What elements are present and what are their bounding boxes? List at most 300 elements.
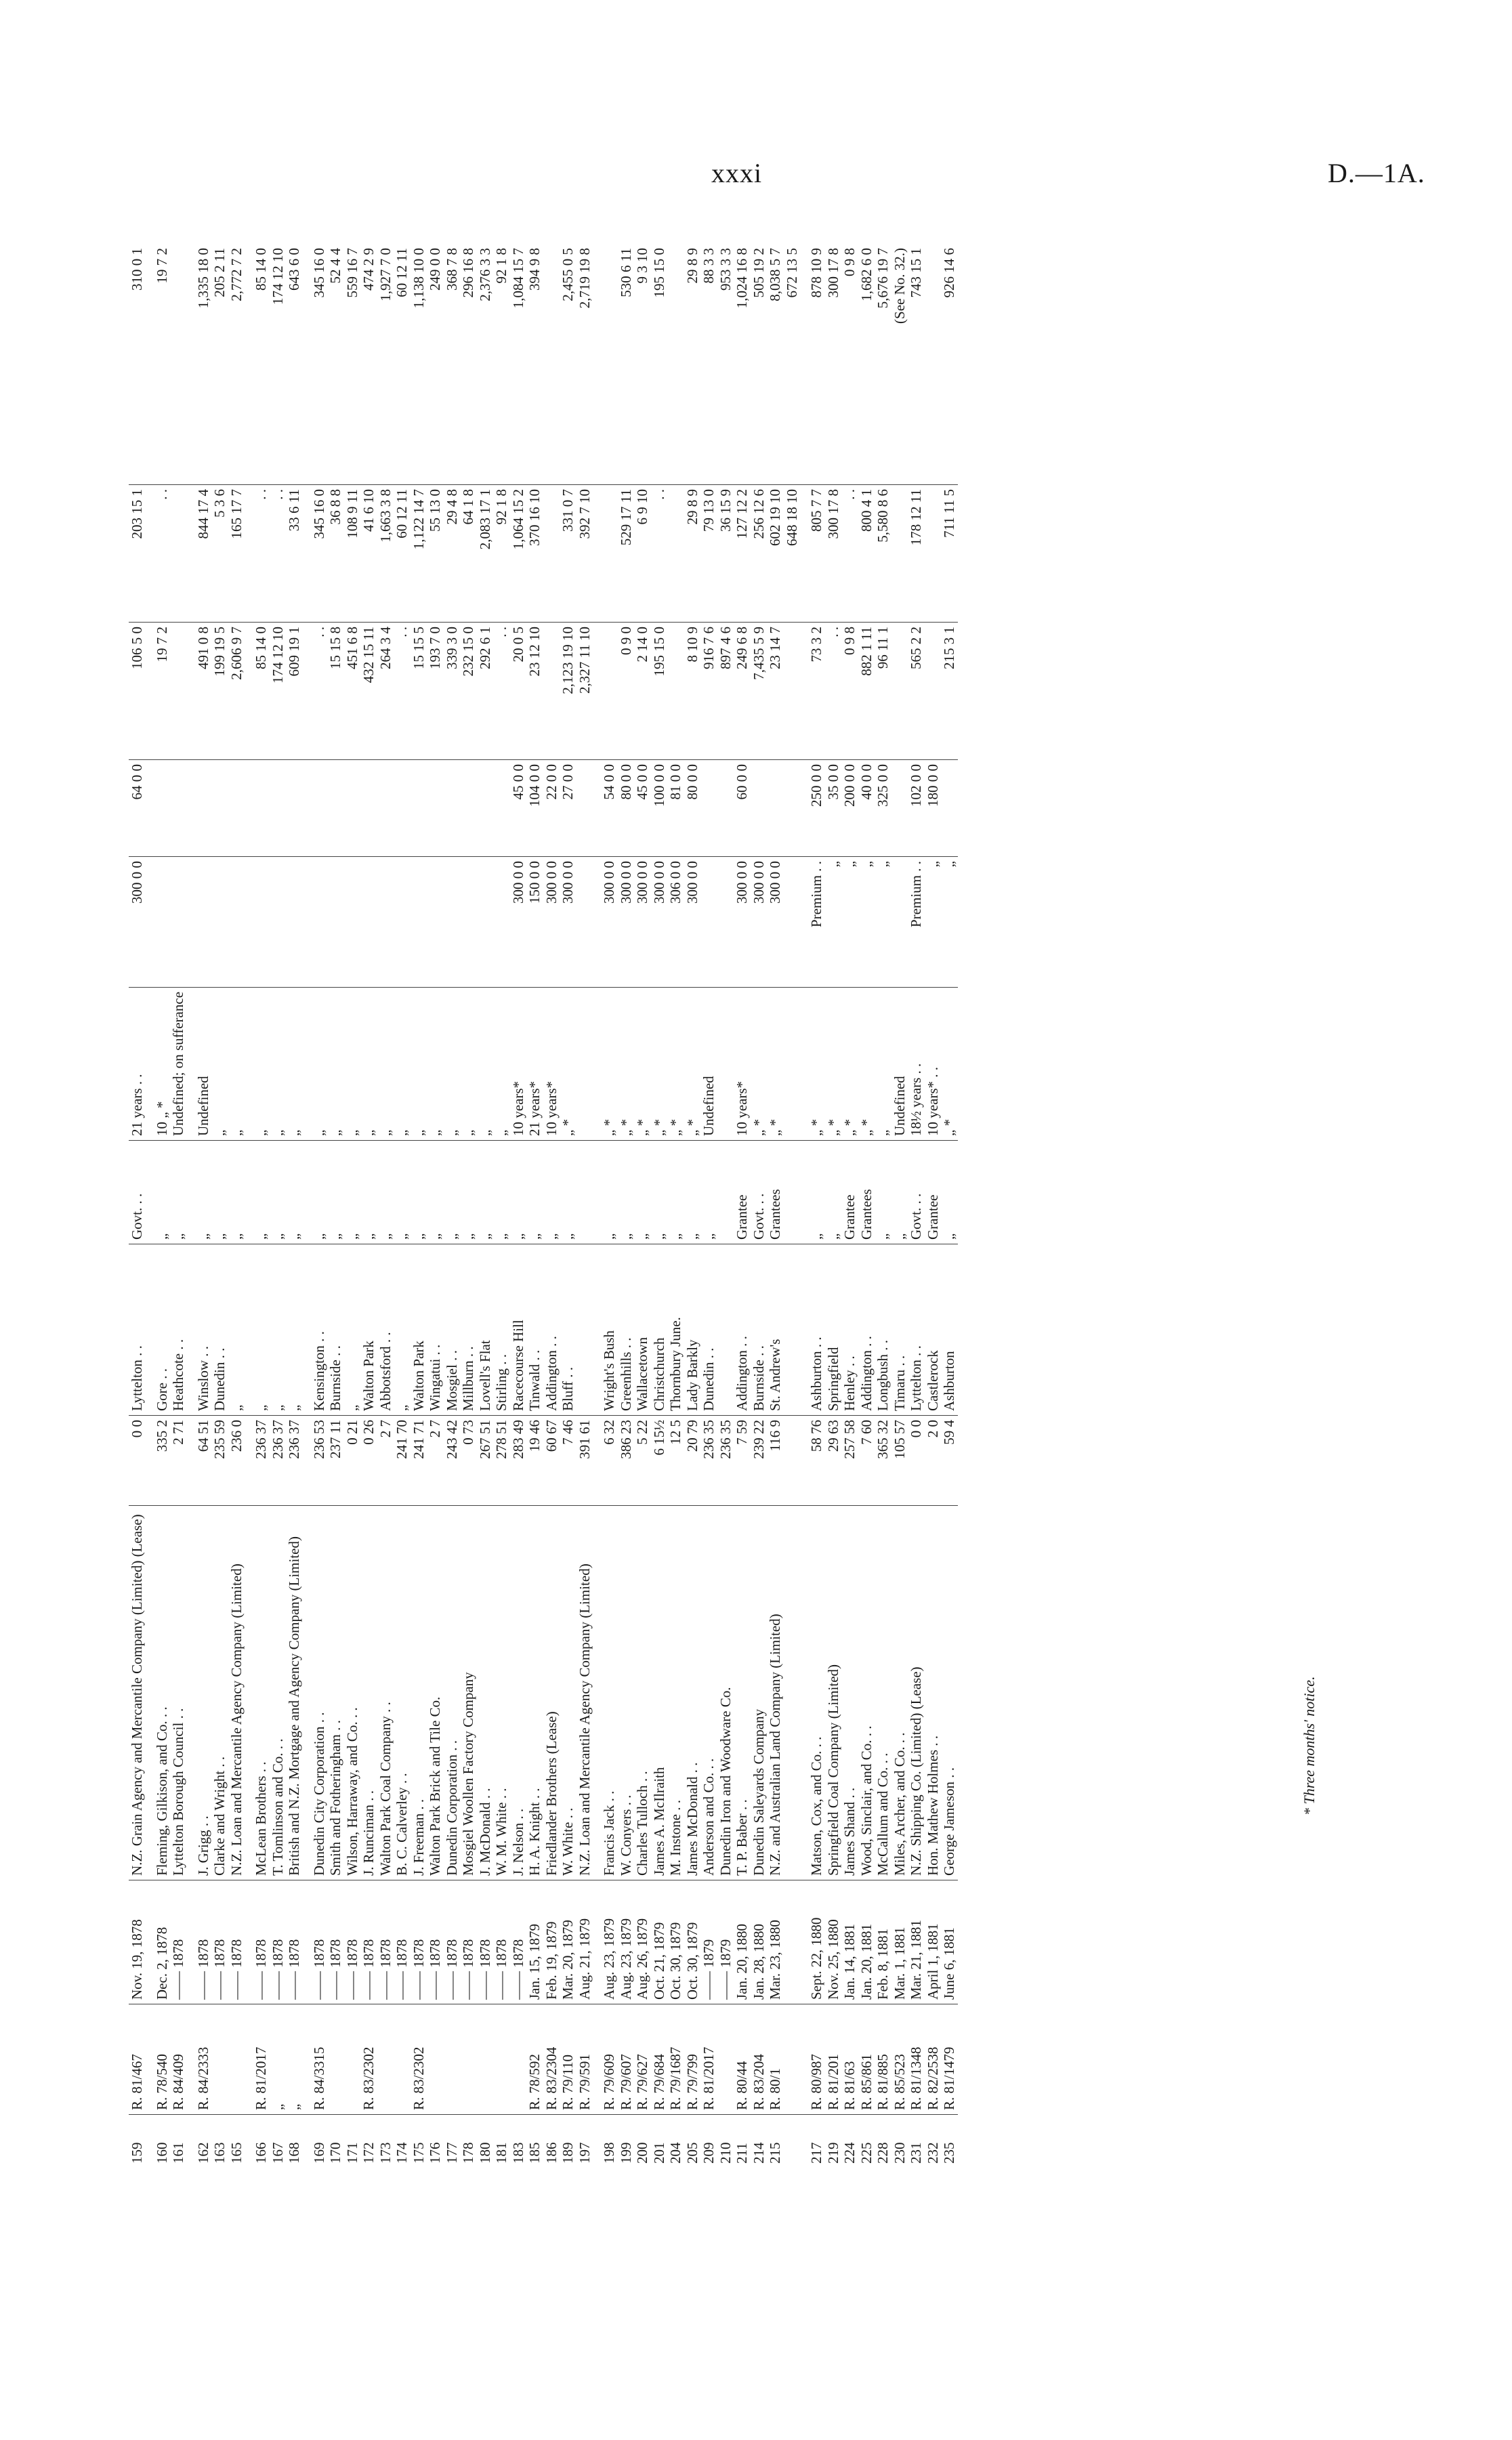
cell-term: „ xyxy=(344,987,361,1140)
cell-paid xyxy=(576,759,593,856)
cell-term: 10 years* . . xyxy=(925,987,942,1140)
cell-v2: 33 6 11 xyxy=(286,484,303,622)
cell-term: 21 years* xyxy=(526,987,543,1140)
cell-loc: Winslow . . xyxy=(187,1244,212,1416)
cell-term: 21 years . . xyxy=(129,987,146,1140)
cell-name: N.Z. Loan and Mercantile Agency Company (Limited) xyxy=(576,1506,593,1880)
cell-rent: 306 0 0 xyxy=(667,856,684,987)
cell-name: Dunedin Iron and Woodware Co. xyxy=(717,1506,734,1880)
table-row xyxy=(228,244,245,2168)
cell-paid: 81 0 0 xyxy=(667,759,684,856)
cell-date: —— 1878 xyxy=(377,1880,394,2004)
cell-ref: R. 79/1687 xyxy=(667,2004,684,2115)
cell-term: „ xyxy=(360,987,377,1140)
cell-own: „ xyxy=(543,1141,560,1244)
cell-v2: . . xyxy=(270,484,287,622)
cell-ref: R. 79/607 xyxy=(618,2004,635,2115)
cell-v1: 73 3 2 xyxy=(800,622,825,759)
cell-area: 365 32 xyxy=(875,1416,891,1506)
cell-v2: 648 18 10 xyxy=(784,484,801,622)
cell-rent: Premium . . xyxy=(908,856,925,987)
cell-name: N.Z. and Australian Land Company (Limited) xyxy=(767,1506,784,1880)
cell-no: 176 xyxy=(427,2115,444,2168)
cell-term: „ xyxy=(286,987,303,1140)
table-row xyxy=(651,244,668,2168)
cell-ref: R. 80/44 xyxy=(734,2004,751,2115)
cell-v3: 2,376 3 3 xyxy=(476,248,493,301)
table-row xyxy=(891,244,908,2168)
cell-term: „ xyxy=(427,987,444,1140)
cell-ref: R. 81/885 xyxy=(875,2004,891,2115)
cell-area: 283 49 xyxy=(510,1416,527,1506)
cell-area: 19 46 xyxy=(526,1416,543,1506)
cell-loc xyxy=(784,1244,801,1416)
cell-ref: „ xyxy=(270,2004,287,2115)
cell-paid xyxy=(460,759,477,856)
cell-v1: 199 19 5 xyxy=(211,622,228,759)
cell-own: „ xyxy=(394,1141,411,1244)
cell-name: Dunedin Corporation . . xyxy=(444,1506,461,1880)
cell-v1 xyxy=(925,622,942,759)
cell-date: —— 1878 xyxy=(460,1880,477,2004)
cell-no: 170 xyxy=(327,2115,344,2168)
cell-term: Undefined xyxy=(187,987,212,1140)
cell-paid xyxy=(170,759,187,856)
cell-own: „ xyxy=(211,1141,228,1244)
cell-name: Dunedin Saleyards Company xyxy=(751,1506,768,1880)
cell-own: „ xyxy=(344,1141,361,1244)
cell-paid xyxy=(211,759,228,856)
cell-v2: 60 12 11 xyxy=(394,484,411,622)
cell-term: „ * xyxy=(767,987,784,1140)
cell-loc: Addington . . xyxy=(858,1244,875,1416)
cell-paid: 54 0 0 xyxy=(593,759,618,856)
cell-no: 159 xyxy=(129,2115,146,2168)
cell-rent: 300 0 0 xyxy=(543,856,560,987)
cell-rent xyxy=(377,856,394,987)
table-row xyxy=(460,244,477,2168)
table-row xyxy=(560,244,576,2168)
cell-date: Mar. 1, 1881 xyxy=(891,1880,908,2004)
cell-own: „ xyxy=(187,1141,212,1244)
cell-own: „ xyxy=(245,1141,270,1244)
cell-v2: 392 7 10 xyxy=(576,484,593,622)
cell-date: —— 1878 xyxy=(394,1880,411,2004)
cell-date: —— 1878 xyxy=(187,1880,212,2004)
cell-paid xyxy=(344,759,361,856)
cell-v2: 41 6 10 xyxy=(360,484,377,622)
cell-v1: 2,327 11 10 xyxy=(576,622,593,759)
cell-name: Matson, Cox, and Co. . . xyxy=(800,1506,825,1880)
table-row xyxy=(477,244,494,2168)
cell-ref: R. 79/110 xyxy=(560,2004,576,2115)
cell-v1 xyxy=(543,622,560,759)
cell-area: 60 67 xyxy=(543,1416,560,1506)
cell-loc: Tinwald . . xyxy=(526,1244,543,1416)
cell-v3: 8,038 5 7 xyxy=(767,248,783,301)
cell-v1: 8 10 9 xyxy=(684,622,701,759)
cell-rent: 300 0 0 xyxy=(767,856,784,987)
table-row xyxy=(634,244,651,2168)
cell-paid xyxy=(700,759,717,856)
cell-area: 7 60 xyxy=(858,1416,875,1506)
cell-v2: 1,064 15 2 xyxy=(510,484,527,622)
cell-area: 236 0 xyxy=(228,1416,245,1506)
cell-date: —— 1878 xyxy=(477,1880,494,2004)
cell-v3: 19 7 2 xyxy=(153,248,170,284)
cell-term: 10 years* xyxy=(510,987,527,1140)
cell-v2 xyxy=(170,484,187,622)
cell-v1: 106 5 0 xyxy=(129,622,146,759)
cell-name: Wilson, Harraway, and Co. . . xyxy=(344,1506,361,1880)
cell-area: 335 2 xyxy=(146,1416,171,1506)
footnote-text: * Three months' notice. xyxy=(1301,1676,1318,1815)
cell-v1: 882 1 11 xyxy=(858,622,875,759)
cell-v2: 127 12 2 xyxy=(734,484,751,622)
cell-name: Springfield Coal Company (Limited) xyxy=(825,1506,842,1880)
cell-name: W. M. White . . xyxy=(493,1506,510,1880)
table-row xyxy=(187,244,212,2168)
cell-v2: 6 9 10 xyxy=(634,484,651,622)
cell-paid: 325 0 0 xyxy=(875,759,891,856)
cell-date: —— 1878 xyxy=(170,1880,187,2004)
cell-v1 xyxy=(593,622,618,759)
cell-v1 xyxy=(667,622,684,759)
cell-v3: 52 4 4 xyxy=(327,248,343,284)
cell-own: „ xyxy=(286,1141,303,1244)
cell-v2: 529 17 11 xyxy=(618,484,635,622)
cell-area: 105 57 xyxy=(891,1416,908,1506)
page-number: xxxi xyxy=(711,158,763,188)
cell-rent: „ xyxy=(875,856,891,987)
cell-v2: . . xyxy=(245,484,270,622)
cell-name: J. Runciman . . xyxy=(360,1506,377,1880)
cell-v2: 165 17 7 xyxy=(228,484,245,622)
cell-area: 241 71 xyxy=(411,1416,427,1506)
table-row xyxy=(444,244,461,2168)
cell-area: 6 15½ xyxy=(651,1416,668,1506)
cell-date: —— 1878 xyxy=(228,1880,245,2004)
cell-area xyxy=(784,1416,801,1506)
cell-rent xyxy=(187,856,212,987)
cell-rent: 300 0 0 xyxy=(510,856,527,987)
cell-rent xyxy=(411,856,427,987)
cell-v2: 2,083 17 1 xyxy=(477,484,494,622)
cell-v3: 60 12 11 xyxy=(394,248,410,297)
cell-date: Oct. 30, 1879 xyxy=(667,1880,684,2004)
cell-term: 10 years* xyxy=(734,987,751,1140)
cell-v1: 0 9 0 xyxy=(618,622,635,759)
cell-name: J. Nelson . . xyxy=(510,1506,527,1880)
cell-own: Govt. . . xyxy=(908,1141,925,1244)
cell-area: 20 79 xyxy=(684,1416,701,1506)
cell-date: —— 1878 xyxy=(510,1880,527,2004)
cell-date: Feb. 8, 1881 xyxy=(875,1880,891,2004)
cell-rent: Premium . . xyxy=(800,856,825,987)
cell-loc: Lyttelton . . xyxy=(908,1244,925,1416)
cell-ref: R. 85/523 xyxy=(891,2004,908,2115)
cell-no: 211 xyxy=(734,2115,751,2168)
cell-v1: . . xyxy=(394,622,411,759)
cell-term: „ * xyxy=(684,987,701,1140)
cell-term: „ xyxy=(477,987,494,1140)
cell-ref xyxy=(493,2004,510,2115)
table-row xyxy=(751,244,768,2168)
cell-v3 xyxy=(925,244,942,484)
cell-loc: „ xyxy=(286,1244,303,1416)
cell-own: „ xyxy=(667,1141,684,1244)
cell-paid xyxy=(891,759,908,856)
cell-paid: 35 0 0 xyxy=(825,759,842,856)
cell-own: „ xyxy=(493,1141,510,1244)
cell-own: „ xyxy=(327,1141,344,1244)
cell-v2: . . xyxy=(841,484,858,622)
cell-name: Anderson and Co. . . xyxy=(700,1506,717,1880)
cell-paid: 100 0 0 xyxy=(651,759,668,856)
cell-paid: 250 0 0 xyxy=(800,759,825,856)
cell-loc: Ashburton xyxy=(941,1244,958,1416)
cell-no: 224 xyxy=(841,2115,858,2168)
table-row xyxy=(526,244,543,2168)
cell-date: Jan. 20, 1880 xyxy=(734,1880,751,2004)
cell-rent xyxy=(576,856,593,987)
cell-date: —— 1878 xyxy=(493,1880,510,2004)
cell-v3: 1,138 10 0 xyxy=(410,248,427,309)
table-row xyxy=(377,244,394,2168)
cell-term: „ xyxy=(270,987,287,1140)
cell-v1: 7,435 5 9 xyxy=(751,622,768,759)
cell-no: 209 xyxy=(700,2115,717,2168)
cell-area: 0 21 xyxy=(344,1416,361,1506)
cell-own: „ xyxy=(170,1141,187,1244)
cell-term xyxy=(717,987,734,1140)
cell-rent: 300 0 0 xyxy=(684,856,701,987)
cell-rent xyxy=(493,856,510,987)
cell-no: 171 xyxy=(344,2115,361,2168)
cell-area: 116 9 xyxy=(767,1416,784,1506)
cell-v3 xyxy=(667,244,684,484)
cell-ref: R. 83/2302 xyxy=(360,2004,377,2115)
cell-paid xyxy=(941,759,958,856)
cell-term: „ * xyxy=(667,987,684,1140)
cell-rent: 300 0 0 xyxy=(618,856,635,987)
cell-loc xyxy=(717,1244,734,1416)
cell-paid: 104 0 0 xyxy=(526,759,543,856)
cell-term: „ * xyxy=(858,987,875,1140)
cell-area: 2 0 xyxy=(925,1416,942,1506)
cell-date: —— 1878 xyxy=(344,1880,361,2004)
cell-rent: „ xyxy=(925,856,942,987)
cell-rent xyxy=(270,856,287,987)
cell-name: McCallum and Co. . . xyxy=(875,1506,891,1880)
table-row xyxy=(841,244,858,2168)
cell-name: Friedlander Brothers (Lease) xyxy=(543,1506,560,1880)
cell-own: „ xyxy=(891,1141,908,1244)
cell-own: „ xyxy=(700,1141,717,1244)
cell-rent: „ xyxy=(841,856,858,987)
cell-no: 166 xyxy=(245,2115,270,2168)
cell-term: 10 „ * xyxy=(146,987,171,1140)
cell-name: Walton Park Coal Company . . xyxy=(377,1506,394,1880)
table-row xyxy=(767,244,784,2168)
table-row xyxy=(684,244,701,2168)
cell-area: 58 76 xyxy=(800,1416,825,1506)
cell-term: „ xyxy=(377,987,394,1140)
cell-v3: 310 0 1 xyxy=(129,248,145,291)
cell-own: „ xyxy=(593,1141,618,1244)
cell-v2: 108 9 11 xyxy=(344,484,361,622)
cell-v1: 20 0 5 xyxy=(510,622,527,759)
cell-v1: 0 9 8 xyxy=(841,622,858,759)
cell-v1: 2 14 0 xyxy=(634,622,651,759)
cell-no: 160 xyxy=(146,2115,171,2168)
cell-ref xyxy=(228,2004,245,2115)
cell-loc: Stirling . . xyxy=(493,1244,510,1416)
cell-date: —— 1878 xyxy=(245,1880,270,2004)
cell-ref: R. 84/409 xyxy=(170,2004,187,2115)
cell-v2 xyxy=(891,484,908,622)
cell-v2: 203 15 1 xyxy=(129,484,146,622)
cell-loc: Heathcote . . xyxy=(170,1244,187,1416)
cell-v3: 643 6 0 xyxy=(286,248,302,291)
cell-v2: 5 3 6 xyxy=(211,484,228,622)
cell-term: 10 years* xyxy=(543,987,560,1140)
cell-v3: 2,455 0 5 xyxy=(560,248,576,301)
cell-loc: Henley . . xyxy=(841,1244,858,1416)
cell-v3: 1,084 15 7 xyxy=(509,248,526,309)
cell-rent xyxy=(427,856,444,987)
cell-paid: 102 0 0 xyxy=(908,759,925,856)
cell-own: „ xyxy=(941,1141,958,1244)
cell-rent xyxy=(784,856,801,987)
cell-date: Jan. 20, 1881 xyxy=(858,1880,875,2004)
cell-rent: „ xyxy=(941,856,958,987)
cell-area: 2 7 xyxy=(427,1416,444,1506)
cell-paid xyxy=(245,759,270,856)
cell-term: „ xyxy=(228,987,245,1140)
cell-no: 175 xyxy=(411,2115,427,2168)
cell-loc: Millburn . . xyxy=(460,1244,477,1416)
cell-v3 xyxy=(170,244,187,484)
cell-own: „ xyxy=(146,1141,171,1244)
cell-own: Govt. . . xyxy=(751,1141,768,1244)
cell-name: James Shand . . xyxy=(841,1506,858,1880)
cell-loc: Bluff . . xyxy=(560,1244,576,1416)
cell-ref xyxy=(344,2004,361,2115)
cell-loc: Lady Barkly xyxy=(684,1244,701,1416)
cell-name: Fleming, Gilkison, and Co. . . xyxy=(146,1506,171,1880)
cell-date: —— 1878 xyxy=(270,1880,287,2004)
cell-paid: 40 0 0 xyxy=(858,759,875,856)
cell-rent xyxy=(477,856,494,987)
cell-area: 243 42 xyxy=(444,1416,461,1506)
cell-date xyxy=(784,1880,801,2004)
cell-paid xyxy=(303,759,328,856)
cell-rent xyxy=(394,856,411,987)
cell-v2: 79 13 0 xyxy=(700,484,717,622)
cell-name: Mosgiel Woollen Factory Company xyxy=(460,1506,477,1880)
cell-term: 18½ years . . xyxy=(908,987,925,1140)
cell-loc: Dunedin . . xyxy=(211,1244,228,1416)
cell-no: 228 xyxy=(875,2115,891,2168)
cell-v1: 215 3 1 xyxy=(941,622,958,759)
cell-name: B. C. Calverley . . xyxy=(394,1506,411,1880)
cell-no: 199 xyxy=(618,2115,635,2168)
cell-rent: 150 0 0 xyxy=(526,856,543,987)
cell-v3: 9 3 10 xyxy=(634,248,650,284)
cell-v2 xyxy=(925,484,942,622)
cell-v2 xyxy=(593,484,618,622)
cell-v2: 844 17 4 xyxy=(187,484,212,622)
table-row xyxy=(360,244,377,2168)
cell-ref xyxy=(327,2004,344,2115)
cell-name: N.Z. Loan and Mercantile Agency Company (Limited) xyxy=(228,1506,245,1880)
cell-no: 230 xyxy=(891,2115,908,2168)
cell-name: H. A. Knight . . xyxy=(526,1506,543,1880)
cell-ref: R. 81/2017 xyxy=(245,2004,270,2115)
cell-term xyxy=(576,987,593,1140)
cell-loc: Ashburton . . xyxy=(800,1244,825,1416)
cell-no: 219 xyxy=(825,2115,842,2168)
cell-area: 235 59 xyxy=(211,1416,228,1506)
cell-own: „ xyxy=(560,1141,576,1244)
cell-date: —— 1878 xyxy=(411,1880,427,2004)
cell-v1: 609 19 1 xyxy=(286,622,303,759)
cell-ref xyxy=(784,2004,801,2115)
cell-area: 12 5 xyxy=(667,1416,684,1506)
cell-ref: R. 80/987 xyxy=(800,2004,825,2115)
cell-v3: 345 16 0 xyxy=(310,248,327,298)
cell-date: —— 1878 xyxy=(211,1880,228,2004)
cell-v1: . . xyxy=(493,622,510,759)
cell-rent xyxy=(717,856,734,987)
cell-paid: 45 0 0 xyxy=(634,759,651,856)
cell-loc: Gore . . xyxy=(146,1244,171,1416)
cell-term: „ * xyxy=(941,987,958,1140)
cell-v1: 96 11 1 xyxy=(875,622,891,759)
cell-v1: 2,606 9 7 xyxy=(228,622,245,759)
cell-loc: Lyttelton . . xyxy=(129,1244,146,1416)
cell-term: „ xyxy=(327,987,344,1140)
cell-ref: R. 79/609 xyxy=(593,2004,618,2115)
cell-ref: R. 81/201 xyxy=(825,2004,842,2115)
cell-rent: „ xyxy=(825,856,842,987)
table-row xyxy=(211,244,228,2168)
cell-ref: R. 85/861 xyxy=(858,2004,875,2115)
cell-v3 xyxy=(593,244,618,484)
cell-ref: R. 81/63 xyxy=(841,2004,858,2115)
cell-name: Lyttelton Borough Council . . xyxy=(170,1506,187,1880)
cell-v2: 178 12 11 xyxy=(908,484,925,622)
cell-v2 xyxy=(543,484,560,622)
cell-date: Jan. 28, 1880 xyxy=(751,1880,768,2004)
cell-name: James McDonald . . xyxy=(684,1506,701,1880)
cell-term: „ xyxy=(411,987,427,1140)
cell-area: 59 4 xyxy=(941,1416,958,1506)
cell-v3: 530 6 11 xyxy=(617,248,634,297)
cell-v1: 451 6 8 xyxy=(344,622,361,759)
cell-term: „ * xyxy=(751,987,768,1140)
cell-loc: Kensington . . xyxy=(303,1244,328,1416)
cell-area: 64 51 xyxy=(187,1416,212,1506)
cell-v2: 300 17 8 xyxy=(825,484,842,622)
cell-loc: Abbotsford . . xyxy=(377,1244,394,1416)
cell-own xyxy=(784,1141,801,1244)
table-row xyxy=(394,244,411,2168)
cell-v1: 232 15 0 xyxy=(460,622,477,759)
cell-v3: 174 12 10 xyxy=(269,248,286,305)
cell-name: James A. McIlraith xyxy=(651,1506,668,1880)
